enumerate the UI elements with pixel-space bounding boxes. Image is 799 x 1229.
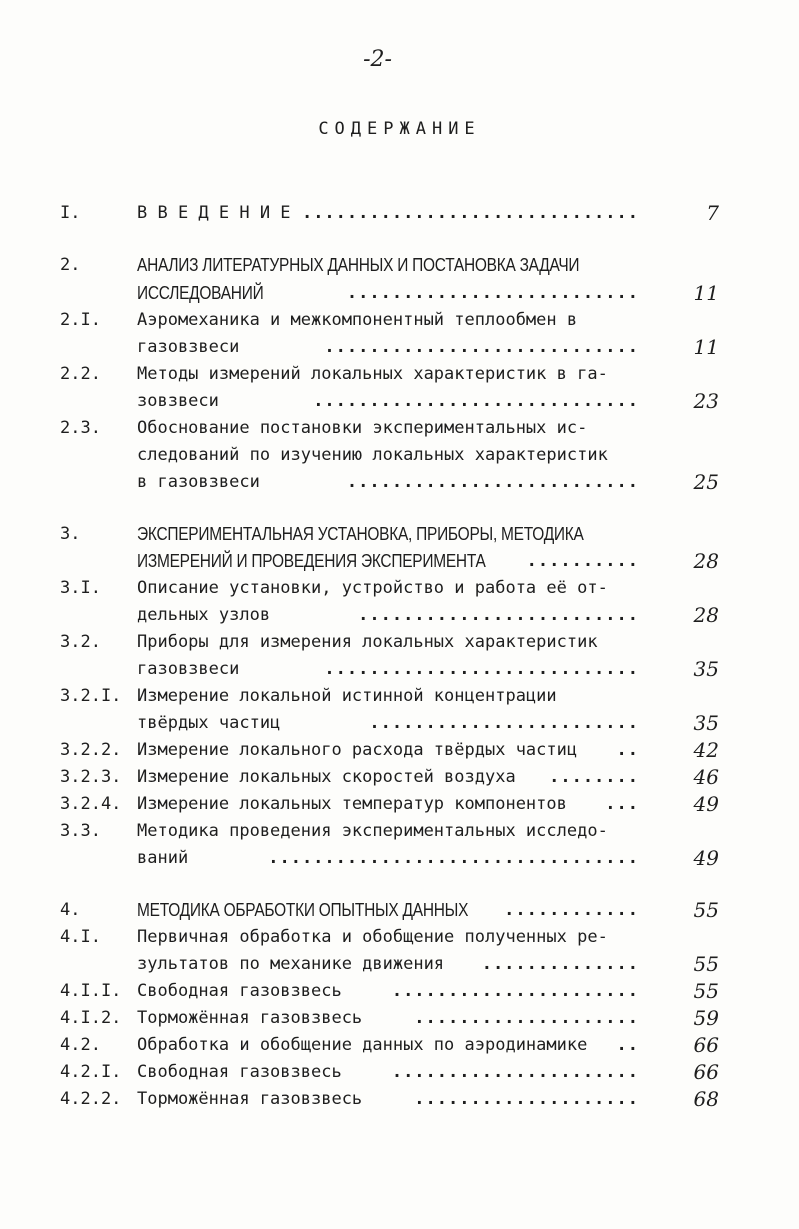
toc-line (0, 924, 799, 951)
toc-line (0, 818, 799, 845)
section-title: Измерение локальных температур компонентов (137, 794, 567, 814)
dot-leader: .......................... (346, 472, 639, 492)
section-title: ИЗМЕРЕНИЙ И ПРОВЕДЕНИЯ ЭКСПЕРИМЕНТА (137, 551, 486, 571)
page-title: СОДЕРЖАНИЕ (318, 119, 481, 139)
section-number: 4.I. (60, 927, 101, 947)
toc-line (0, 575, 799, 602)
section-number: 4.I.I. (60, 981, 122, 1001)
page-ref: 11 (693, 281, 719, 305)
page-ref: 11 (693, 335, 719, 359)
section-number: 2. (60, 255, 81, 275)
dot-leader: .................... (414, 1089, 639, 1109)
toc-line (0, 442, 799, 469)
section-number: 3.2.4. (60, 794, 122, 814)
toc-line (0, 415, 799, 442)
page-ref: 66 (693, 1033, 719, 1057)
section-number: 2.I. (60, 310, 101, 330)
dot-leader: .................... (414, 1008, 639, 1028)
section-title: Измерение локальной истинной концентрации (137, 686, 557, 706)
section-title: Торможённая газовзвесь (137, 1008, 363, 1028)
toc-line (0, 629, 799, 656)
toc-line (0, 764, 799, 791)
page-ref: 66 (693, 1060, 719, 1084)
dot-leader: .............. (481, 954, 639, 974)
toc-line (0, 1059, 799, 1086)
section-title: газовзвеси (137, 659, 240, 679)
toc-line (0, 252, 799, 279)
page-ref: 7 (706, 201, 719, 225)
section-title: Первичная обработка и обобщение полученных ре- (137, 927, 608, 947)
toc-line (0, 710, 799, 737)
dot-leader: ........ (549, 767, 639, 787)
section-title: Торможённая газовзвесь (137, 1089, 363, 1109)
page-ref: 25 (693, 470, 719, 494)
section-title: дельных узлов (137, 605, 271, 625)
page-ref: 28 (693, 603, 719, 627)
section-title: МЕТОДИКА ОБРАБОТКИ ОПЫТНЫХ ДАННЫХ (137, 900, 469, 920)
dot-leader: ............................ (324, 659, 639, 679)
section-number: 3. (60, 524, 81, 544)
section-number: 4. (60, 900, 81, 920)
dot-leader: ... (605, 794, 639, 814)
dot-leader: ...................... (391, 1062, 639, 1082)
toc-line (0, 280, 799, 307)
page-ref: 49 (693, 846, 719, 870)
section-title: В В Е Д Е Н И Е (137, 203, 291, 223)
dot-leader: ......................... (358, 605, 639, 625)
section-number: 3.2. (60, 632, 101, 652)
dot-leader: ................................. (268, 848, 639, 868)
dot-leader: ............................ (324, 337, 639, 357)
section-number: 2.3. (60, 418, 101, 438)
section-title: Измерение локального расхода твёрдых частиц (137, 740, 578, 760)
dot-leader: ............................. (313, 391, 639, 411)
toc-line (0, 1005, 799, 1032)
section-title: следований по изучению локальных характеристик (137, 445, 608, 465)
section-title: зовзвеси (137, 391, 219, 411)
toc-line (0, 334, 799, 361)
section-number: I. (60, 203, 81, 223)
page-number: -2- (363, 47, 392, 72)
dot-leader: .. (616, 1035, 639, 1055)
section-title: ваний (137, 848, 189, 868)
toc-line (0, 521, 799, 548)
toc-line (0, 951, 799, 978)
section-number: 3.2.2. (60, 740, 122, 760)
toc-line (0, 897, 799, 924)
toc-line (0, 1032, 799, 1059)
section-title: ИССЛЕДОВАНИЙ (137, 283, 264, 303)
section-title: Приборы для измерения локальных характеристик (137, 632, 598, 652)
section-title: АНАЛИЗ ЛИТЕРАТУРНЫХ ДАННЫХ И ПОСТАНОВКА ЗАДАЧИ (137, 255, 580, 275)
section-number: 3.2.3. (60, 767, 122, 787)
page-ref: 49 (693, 792, 719, 816)
section-number: 4.2.I. (60, 1062, 122, 1082)
section-number: 4.2. (60, 1035, 101, 1055)
section-title: Измерение локальных скоростей воздуха (137, 767, 516, 787)
page-ref: 55 (693, 952, 719, 976)
page-ref: 42 (693, 738, 719, 762)
toc-line (0, 656, 799, 683)
section-title: Методика проведения экспериментальных исследо- (137, 821, 608, 841)
toc-line (0, 845, 799, 872)
dot-leader: ........................ (369, 713, 639, 733)
section-title: Описание установки, устройство и работа её от- (137, 578, 608, 598)
section-number: 4.2.2. (60, 1089, 122, 1109)
toc-line (0, 469, 799, 496)
section-title: ЭКСПЕРИМЕНТАЛЬНАЯ УСТАНОВКА, ПРИБОРЫ, МЕТОДИКА (137, 524, 584, 544)
toc-line (0, 683, 799, 710)
page-ref: 55 (693, 898, 719, 922)
page-ref: 59 (693, 1006, 719, 1030)
toc-line (0, 602, 799, 629)
section-number: 2.2. (60, 364, 101, 384)
toc-line (0, 1086, 799, 1113)
section-title: Обработка и обобщение данных по аэродинамике (137, 1035, 588, 1055)
toc-line (0, 361, 799, 388)
page-ref: 23 (693, 389, 719, 413)
toc-line (0, 388, 799, 415)
toc-line (0, 978, 799, 1005)
section-title: Обоснование постановки экспериментальных ис- (137, 418, 588, 438)
dot-leader: .......................... (346, 283, 639, 303)
page-ref: 35 (693, 657, 719, 681)
page-ref: 55 (693, 979, 719, 1003)
page-ref: 46 (693, 765, 719, 789)
section-title: твёрдых частиц (137, 713, 281, 733)
section-number: 3.I. (60, 578, 101, 598)
section-title: Аэромеханика и межкомпонентный теплообмен в (137, 310, 578, 330)
section-title: Свободная газовзвесь (137, 981, 342, 1001)
section-number: 3.3. (60, 821, 101, 841)
toc-line (0, 737, 799, 764)
dot-leader: .............................. (301, 203, 639, 223)
section-title: газовзвеси (137, 337, 240, 357)
dot-leader: .......... (526, 551, 639, 571)
section-number: 3.2.I. (60, 686, 122, 706)
toc-line (0, 791, 799, 818)
section-title: зультатов по механике движения (137, 954, 445, 974)
toc-line (0, 548, 799, 575)
page-ref: 28 (693, 549, 719, 573)
dot-leader: ...................... (391, 981, 639, 1001)
section-title: Методы измерений локальных характеристик в га- (137, 364, 608, 384)
section-number: 4.I.2. (60, 1008, 122, 1028)
section-title: в газовзвеси (137, 472, 260, 492)
toc-line (0, 200, 799, 227)
toc-line (0, 307, 799, 334)
dot-leader: .. (616, 740, 639, 760)
page-ref: 68 (693, 1087, 719, 1111)
dot-leader: ............ (504, 900, 639, 920)
page-ref: 35 (693, 711, 719, 735)
section-title: Свободная газовзвесь (137, 1062, 342, 1082)
